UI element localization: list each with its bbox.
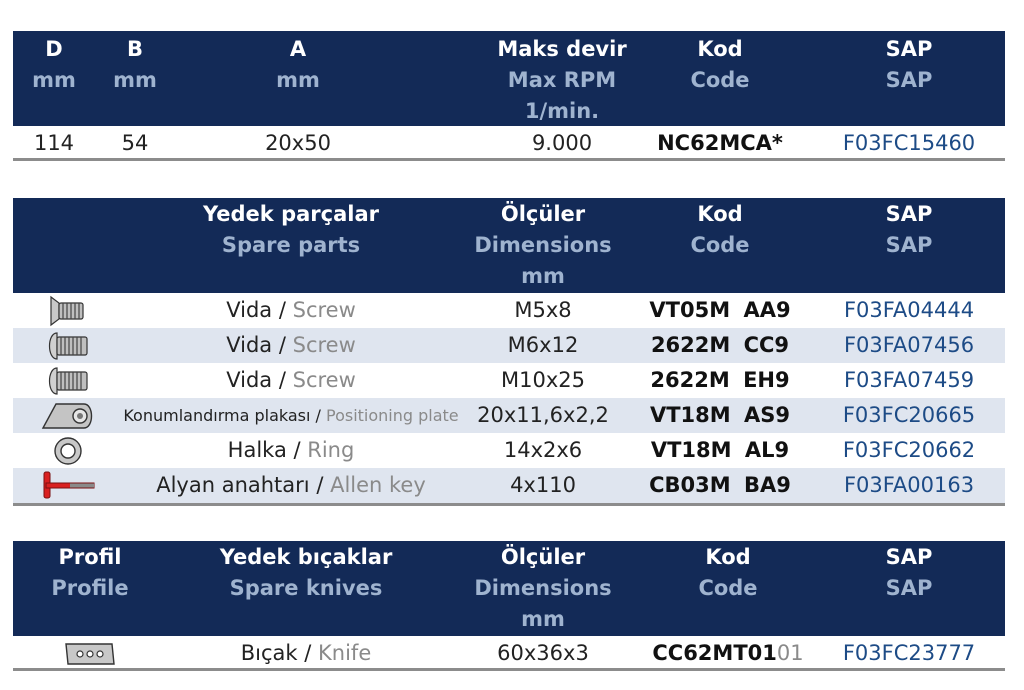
a-value: 20x50: [265, 131, 331, 155]
header-dimensions: Ölçüler Dimensions mm: [474, 202, 612, 288]
knife-dimension: 60x36x3: [497, 641, 589, 665]
row-divider: [13, 668, 1005, 671]
part-code: 2622M EH9: [650, 368, 790, 392]
header-sap: SAP SAP: [885, 545, 933, 600]
knife-code: CC62MT0101: [652, 641, 804, 665]
header-sap: SAP SAP: [885, 202, 933, 257]
spare-parts-header: [13, 198, 1005, 293]
part-dimension: M10x25: [501, 368, 585, 392]
knife-name: Bıçak / Knife: [240, 641, 372, 665]
part-name: Vida / Screw: [226, 333, 356, 357]
table-row: [13, 126, 1005, 161]
header-code: Kod Code: [698, 545, 758, 600]
code-value: NC62MCA*: [657, 131, 783, 155]
b-value: 54: [121, 131, 149, 155]
header-spare-parts: Yedek parçalar Spare parts: [203, 202, 379, 257]
knife-sap: F03FC23777: [842, 641, 976, 665]
part-code: VT05M AA9: [649, 298, 791, 322]
part-sap: F03FA07459: [843, 368, 975, 392]
spare-knives-header: [13, 541, 1005, 636]
part-name: Alyan anahtarı / Allen key: [156, 473, 426, 497]
sap-value: F03FC15460: [842, 131, 976, 155]
table-row: [13, 363, 1005, 398]
part-name: Konumlandırma plakası / Positioning plate: [123, 406, 459, 425]
header-sap: SAP SAP: [885, 37, 933, 92]
row-divider: [13, 503, 1005, 506]
part-code: CB03M BA9: [649, 473, 791, 497]
part-dimension: 4x110: [510, 473, 576, 497]
knife-icon: [64, 640, 116, 668]
table-row: [13, 433, 1005, 468]
header-code: Kod Code: [690, 202, 750, 257]
allen-key-icon: [40, 470, 96, 502]
table-row: [13, 636, 1005, 671]
table-row: [13, 328, 1005, 363]
part-dimension: M5x8: [514, 298, 572, 322]
part-sap: F03FA04444: [843, 298, 975, 322]
part-sap: F03FA00163: [843, 473, 975, 497]
positioning-plate-icon: [40, 400, 96, 432]
header-code: Kod Code: [690, 37, 750, 92]
screw-icon: [47, 295, 87, 327]
part-name: Halka / Ring: [227, 438, 355, 462]
rpm-value: 9.000: [531, 131, 593, 155]
part-sap: F03FC20665: [842, 403, 976, 427]
screw-icon: [45, 365, 91, 397]
table-row: [13, 398, 1005, 433]
screw-icon: [45, 330, 91, 362]
ring-icon: [52, 435, 84, 467]
table-row: [13, 468, 1005, 503]
part-sap: F03FC20662: [842, 438, 976, 462]
part-code: VT18M AL9: [650, 438, 790, 462]
part-dimension: 20x11,6x2,2: [477, 403, 609, 427]
header-spare-knives: Yedek bıçaklar Spare knives: [219, 545, 393, 600]
header-a: A mm: [276, 37, 320, 92]
part-name: Vida / Screw: [226, 298, 356, 322]
part-code: 2622M CC9: [650, 333, 790, 357]
d-value: 114: [33, 131, 75, 155]
header-d: D mm: [32, 37, 76, 92]
header-dimensions: Ölçüler Dimensions mm: [474, 545, 612, 631]
part-dimension: 14x2x6: [503, 438, 583, 462]
table-row: [13, 293, 1005, 328]
part-name: Vida / Screw: [226, 368, 356, 392]
product-table-header: [13, 31, 1005, 126]
part-sap: F03FA07456: [843, 333, 975, 357]
row-divider: [13, 158, 1005, 161]
header-max-rpm: Maks devir Max RPM 1/min.: [497, 37, 627, 123]
header-b: B mm: [113, 37, 157, 92]
part-code: VT18M AS9: [649, 403, 790, 427]
part-dimension: M6x12: [507, 333, 579, 357]
header-profile: Profil Profile: [51, 545, 129, 600]
